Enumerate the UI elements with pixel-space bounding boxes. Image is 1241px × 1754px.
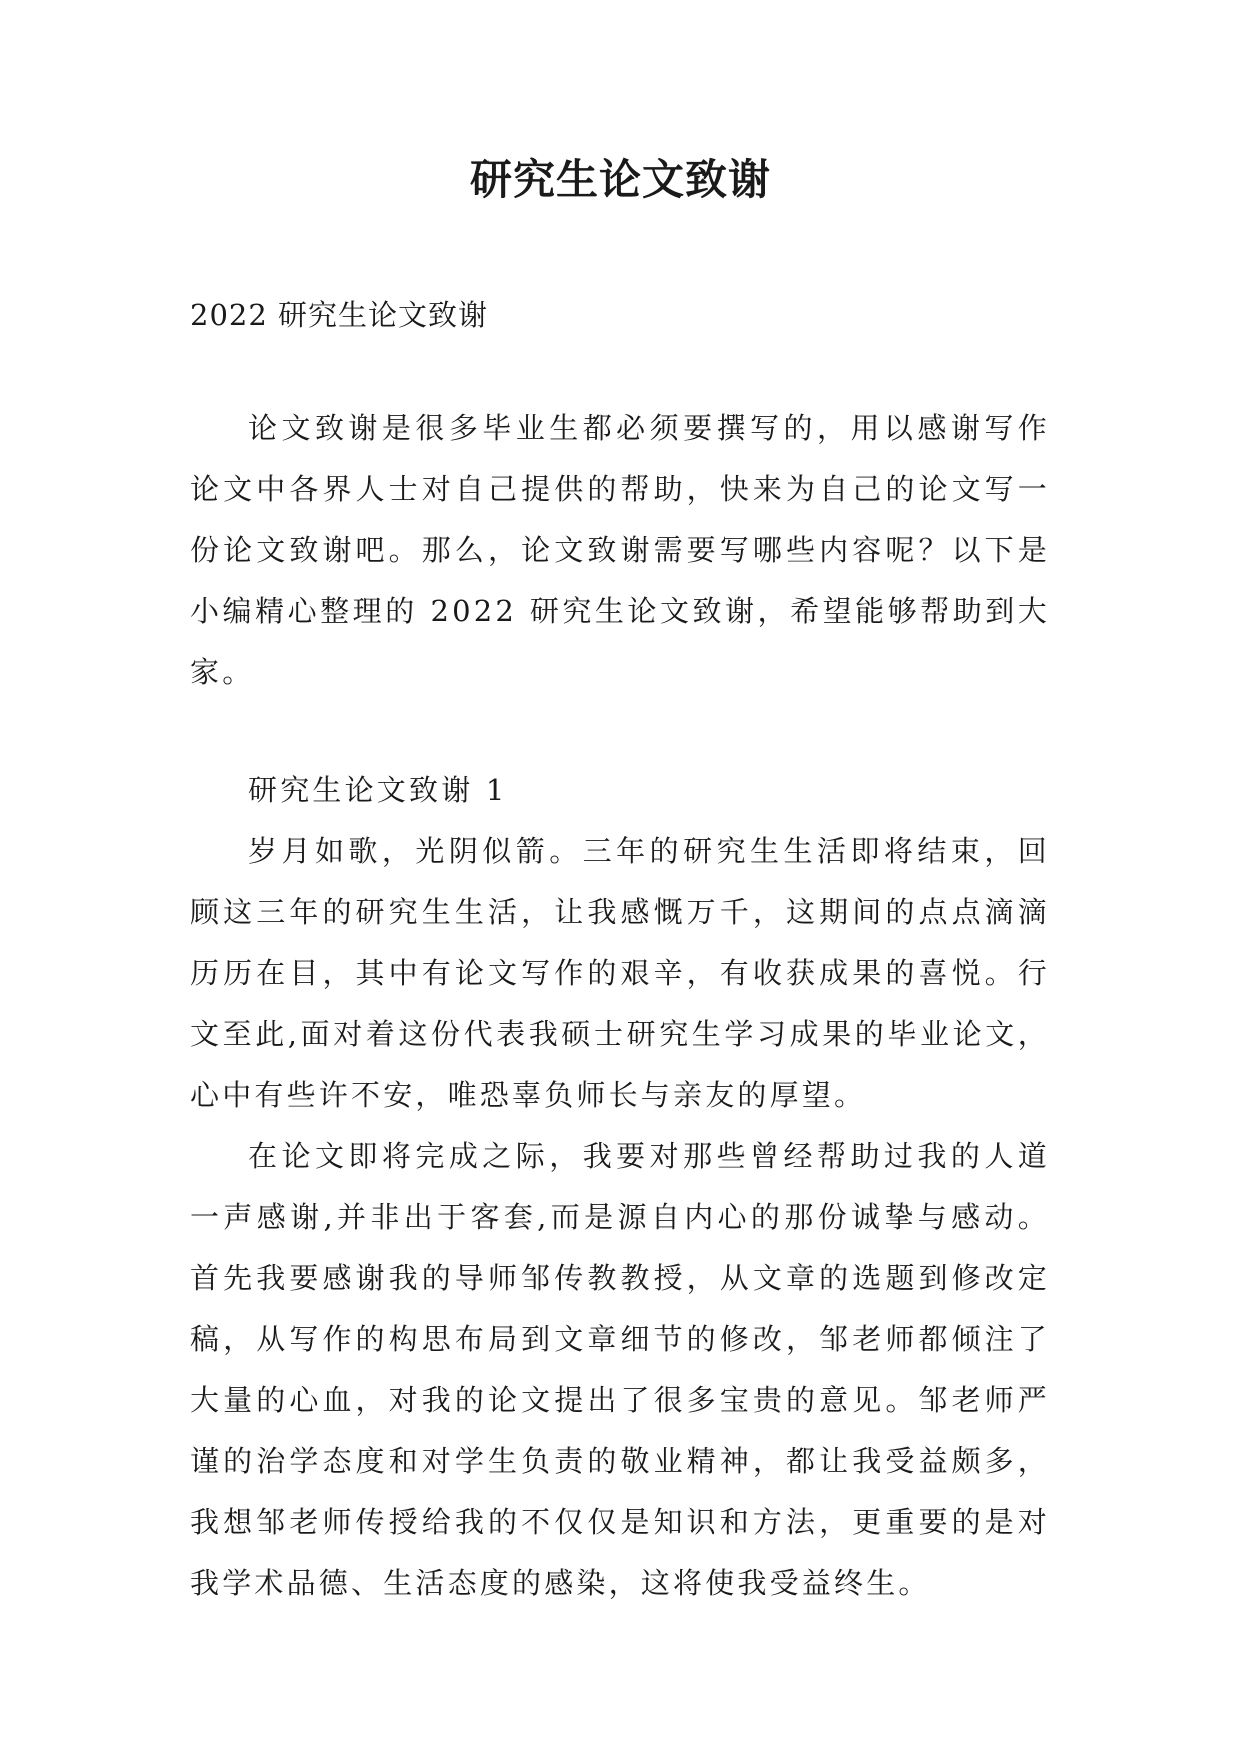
intro-paragraph: 论文致谢是很多毕业生都必须要撰写的，用以感谢写作论文中各界人士对自己提供的帮助，快来为自己的论文写一份论文致谢吧。那么，论文致谢需要写哪些内容呢？以下是小编精心整理的 2022 研究生论文致谢，希望能够帮助到大家。 [190, 411, 1050, 689]
section-heading: 研究生论文致谢 1 [248, 773, 508, 807]
section-body [190, 821, 1050, 1614]
document-subtitle: 2022 研究生论文致谢 [190, 298, 489, 332]
body-paragraph-2: 在论文即将完成之际，我要对那些曾经帮助过我的人道一声感谢,并非出于客套,而是源自内心的那份诚挚与感动。首先我要感谢我的导师邹传教教授，从文章的选题到修改定稿，从写作的构思布局到文章细节的修改，邹老师都倾注了大量的心血，对我的论文提出了很多宝贵的意见。邹老师严谨的治学态度和对学生负责的敬业精神，都让我受益颇多，我想邹老师传授给我的不仅仅是知识和方法，更重要的是对我学术品德、生活态度的感染，这将使我受益终生。 [190, 1139, 1050, 1600]
document-title: 研究生论文致谢 [469, 155, 771, 204]
body-paragraph-1: 岁月如歌，光阴似箭。三年的研究生生活即将结束，回顾这三年的研究生生活，让我感慨万千，这期间的点点滴滴历历在目，其中有论文写作的艰辛，有收获成果的喜悦。行文至此,面对着这份代表我硕士研究生学习成果的毕业论文，心中有些许不安，唯恐辜负师长与亲友的厚望。 [190, 834, 1050, 1112]
intro-block [190, 398, 1050, 703]
